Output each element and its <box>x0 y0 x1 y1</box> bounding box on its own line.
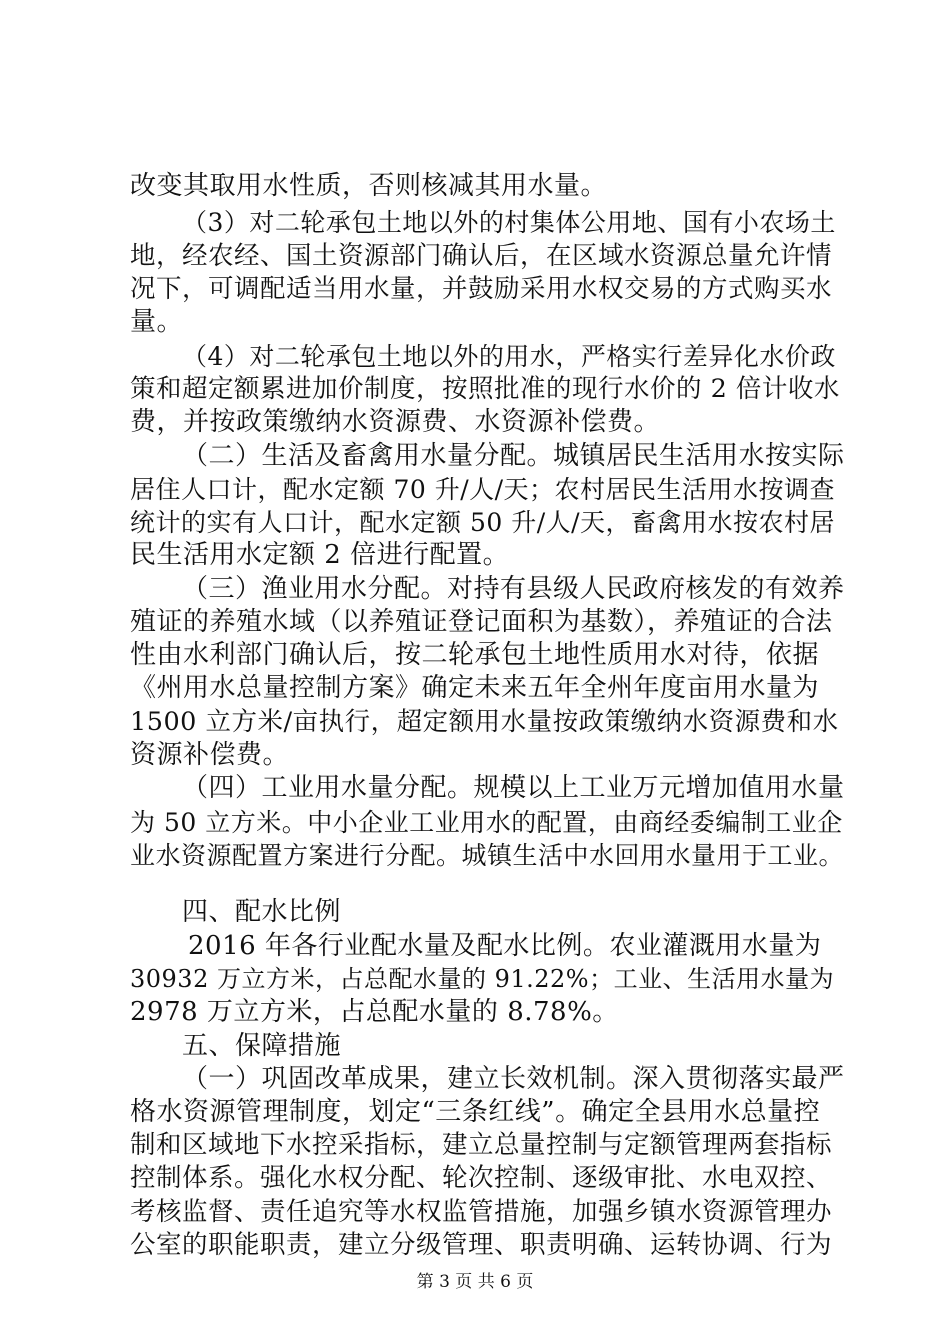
text-line: 考核监督、责任追究等水权监管措施，加强乡镇水资源管理办 <box>130 1197 833 1227</box>
text-line: 居住人口计，配水定额 70 升/人/天；农村居民生活用水按调查 <box>130 475 836 504</box>
text-line: 为 50 立方米。中小企业工业用水的配置，由商经委编制工业企 <box>130 808 843 837</box>
text-line: 业水资源配置方案进行分配。城镇生活中水回用水量用于工业。 <box>130 841 845 870</box>
section-heading: 五、保障措施 <box>182 1031 342 1061</box>
text-line: 殖证的养殖水域（以养殖证登记面积为基数），养殖证的合法 <box>130 607 833 637</box>
text-line: （3）对二轮承包土地以外的村集体公用地、国有小农场土 <box>182 208 836 237</box>
text-line: 制和区域地下水控采指标，建立总量控制与定额管理两套指标 <box>130 1130 833 1160</box>
text-line: 控制体系。强化水权分配、轮次控制、逐级审批、水电双控、 <box>130 1163 833 1193</box>
section-heading: 四、配水比例 <box>182 897 342 927</box>
text-line: （一）巩固改革成果，建立长效机制。深入贯彻落实最严 <box>182 1064 845 1094</box>
text-line: （四）工业用水量分配。规模以上工业万元增加值用水量 <box>182 773 845 803</box>
text-line: 策和超定额累进加价制度，按照批准的现行水价的 2 倍计收水 <box>130 374 840 404</box>
text-line: 1500 立方米/亩执行，超定额用水量按政策缴纳水资源费和水 <box>130 707 839 737</box>
text-line: 《州用水总量控制方案》确定未来五年全州年度亩用水量为 <box>130 673 820 703</box>
text-line: 性由水利部门确认后，按二轮承包土地性质用水对待，依据 <box>130 640 820 670</box>
text-line: 资源补偿费。 <box>130 740 290 770</box>
text-line: 地，经农经、国土资源部门确认后，在区域水资源总量允许情 <box>130 241 833 271</box>
text-line: 费，并按政策缴纳水资源费、水资源补偿费。 <box>130 407 661 437</box>
text-line: 量。 <box>130 307 184 337</box>
text-line: 2978 万立方米，占总配水量的 8.78%。 <box>130 997 619 1027</box>
text-line: （三）渔业用水分配。对持有县级人民政府核发的有效养 <box>182 574 845 604</box>
text-line: 2016 年各行业配水量及配水比例。农业灌溉用水量为 <box>188 931 822 961</box>
text-line: 统计的实有人口计，配水定额 50 升/人/天，畜禽用水按农村居 <box>130 508 836 537</box>
text-line: 改变其取用水性质，否则核减其用水量。 <box>130 171 608 201</box>
text-line: 公室的职能职责，建立分级管理、职责明确、运转协调、行为 <box>130 1230 833 1260</box>
text-line: 30932 万立方米，占总配水量的 91.22%；工业、生活用水量为 <box>130 965 835 993</box>
text-line: 况下，可调配适当用水量，并鼓励采用水权交易的方式购买水 <box>130 274 833 304</box>
text-line: （二）生活及畜禽用水量分配。城镇居民生活用水按实际 <box>182 441 845 471</box>
page-footer: 第 3 页 共 6 页 <box>416 1272 534 1292</box>
text-line: 民生活用水定额 2 倍进行配置。 <box>130 540 510 570</box>
text-line: 格水资源管理制度，划定“三条红线”。确定全县用水总量控 <box>130 1097 821 1127</box>
text-line: （4）对二轮承包土地以外的用水，严格实行差异化水价政 <box>182 342 836 371</box>
